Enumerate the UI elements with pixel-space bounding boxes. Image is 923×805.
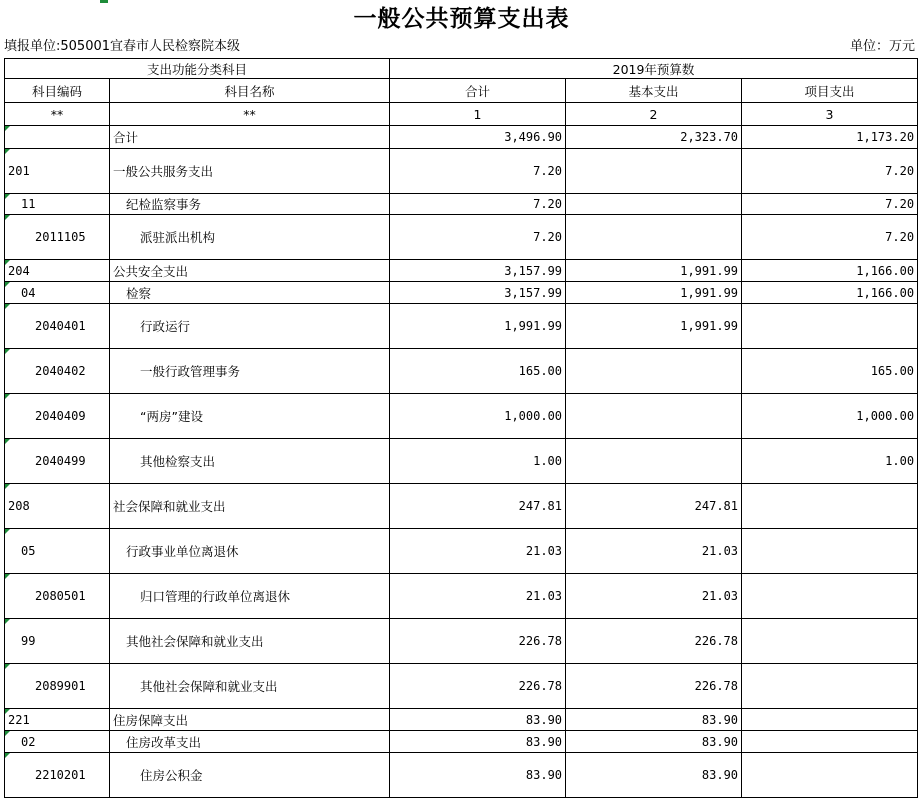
index-project: 3 [742,103,918,126]
row-project: 1,166.00 [742,260,918,282]
header-name: 科目名称 [110,79,390,103]
row-project: 1,166.00 [742,282,918,304]
row-basic: 226.78 [566,664,742,709]
table-row [5,304,918,349]
row-basic [566,349,742,394]
row-basic: 83.90 [566,753,742,798]
row-total: 226.78 [390,664,566,709]
row-total: 3,157.99 [390,282,566,304]
index-name: ** [110,103,390,126]
row-name: 归口管理的行政单位离退休 [110,574,390,619]
table-row [5,529,918,574]
table-row [5,709,918,731]
unit-of-measure: 单位：万元 [849,39,915,54]
row-basic: 83.90 [566,709,742,731]
row-code: 2040409 [5,394,110,439]
row-name: 公共安全支出 [110,260,390,282]
row-name: 住房公积金 [110,753,390,798]
row-code: 201 [5,149,110,194]
header-basic: 基本支出 [566,79,742,103]
row-code: 208 [5,484,110,529]
table-row [5,731,918,753]
row-code: 2040401 [5,304,110,349]
row-code: 2210201 [5,753,110,798]
row-project [742,619,918,664]
row-code: 221 [5,709,110,731]
table-row [5,126,918,149]
header-code: 科目编码 [5,79,110,103]
row-basic [566,215,742,260]
row-basic [566,194,742,215]
row-basic: 226.78 [566,619,742,664]
row-name: 行政事业单位离退休 [110,529,390,574]
index-basic: 2 [566,103,742,126]
row-total: 165.00 [390,349,566,394]
table-row [5,149,918,194]
row-code: 2011105 [5,215,110,260]
row-project: 1,173.20 [742,126,918,149]
row-project [742,731,918,753]
row-name: 检察 [110,282,390,304]
row-total: 226.78 [390,619,566,664]
row-name: 纪检监察事务 [110,194,390,215]
row-name: 住房改革支出 [110,731,390,753]
budget-table [4,58,918,798]
row-total: 1.00 [390,439,566,484]
row-code: 99 [5,619,110,664]
row-code: 11 [5,194,110,215]
row-total: 21.03 [390,574,566,619]
table-row [5,439,918,484]
row-total: 1,991.99 [390,304,566,349]
header-group-left: 支出功能分类科目 [5,59,390,79]
row-project [742,709,918,731]
row-basic: 1,991.99 [566,260,742,282]
table-row [5,349,918,394]
row-project [742,304,918,349]
row-project: 7.20 [742,149,918,194]
row-basic [566,149,742,194]
table-row [5,753,918,798]
header-total: 合计 [390,79,566,103]
row-total: 83.90 [390,753,566,798]
index-code: ** [5,103,110,126]
table-row [5,194,918,215]
row-code: 2080501 [5,574,110,619]
row-project [742,753,918,798]
row-basic: 21.03 [566,574,742,619]
row-project: 7.20 [742,215,918,260]
table-row [5,215,918,260]
row-total: 7.20 [390,215,566,260]
row-name: 行政运行 [110,304,390,349]
row-project [742,664,918,709]
row-name: 其他社会保障和就业支出 [110,664,390,709]
row-code [5,126,110,149]
row-name: 其他检察支出 [110,439,390,484]
row-project: 1,000.00 [742,394,918,439]
row-code: 2089901 [5,664,110,709]
row-code: 204 [5,260,110,282]
row-basic: 21.03 [566,529,742,574]
row-code: 2040402 [5,349,110,394]
header-group-row [5,59,918,79]
table-row [5,619,918,664]
row-code: 04 [5,282,110,304]
row-project: 7.20 [742,194,918,215]
row-basic: 2,323.70 [566,126,742,149]
row-name: 其他社会保障和就业支出 [110,619,390,664]
row-name: 一般行政管理事务 [110,349,390,394]
table-row [5,282,918,304]
table-row [5,664,918,709]
row-basic [566,394,742,439]
row-name: 住房保障支出 [110,709,390,731]
row-project [742,529,918,574]
row-basic [566,439,742,484]
row-name: 一般公共服务支出 [110,149,390,194]
row-name: 社会保障和就业支出 [110,484,390,529]
row-total: 7.20 [390,194,566,215]
row-code: 2040499 [5,439,110,484]
row-basic: 83.90 [566,731,742,753]
table-row [5,484,918,529]
row-basic: 1,991.99 [566,282,742,304]
row-project: 165.00 [742,349,918,394]
row-code: 02 [5,731,110,753]
row-code: 05 [5,529,110,574]
row-total: 7.20 [390,149,566,194]
row-total: 3,496.90 [390,126,566,149]
row-total: 3,157.99 [390,260,566,282]
row-total: 83.90 [390,731,566,753]
table-row [5,394,918,439]
cell-marker-icon [100,0,108,3]
row-name: 合计 [110,126,390,149]
header-project: 项目支出 [742,79,918,103]
row-basic: 1,991.99 [566,304,742,349]
header-row [5,79,918,103]
reporting-unit: 填报单位:505001宜春市人民检察院本级 [4,39,241,54]
page-title: 一般公共预算支出表 [353,5,570,32]
row-name: “两房”建设 [110,394,390,439]
row-project [742,574,918,619]
row-total: 83.90 [390,709,566,731]
row-total: 1,000.00 [390,394,566,439]
table-row [5,260,918,282]
row-project [742,484,918,529]
row-project: 1.00 [742,439,918,484]
header-group-right: 2019年预算数 [390,59,918,79]
index-total: 1 [390,103,566,126]
row-basic: 247.81 [566,484,742,529]
row-total: 247.81 [390,484,566,529]
row-name: 派驻派出机构 [110,215,390,260]
index-row [5,103,918,126]
row-total: 21.03 [390,529,566,574]
table-row [5,574,918,619]
